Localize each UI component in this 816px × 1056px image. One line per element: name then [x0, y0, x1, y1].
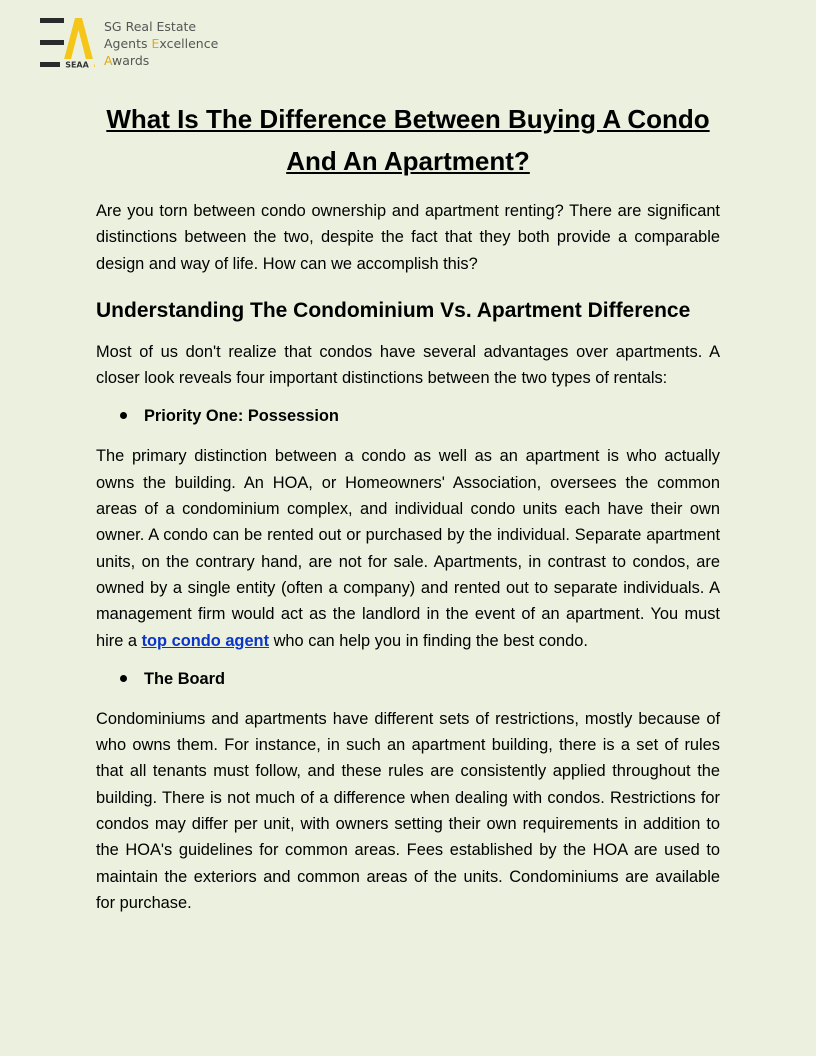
bullet-icon — [120, 675, 127, 682]
logo-line-3: Awards — [104, 53, 150, 68]
section-intro-paragraph: Most of us don't realize that condos have several advantages over apartments. A closer look reveals four important distinctions between the two types of rentals: — [96, 342, 720, 388]
intro-paragraph: Are you torn between condo ownership and apartment renting? There are significant distinctions between the two, despite the fact that they both provide a comparable design and way of life. How can we accomplish this? — [96, 202, 720, 273]
section-heading: Understanding The Condominium Vs. Apartment Difference — [96, 298, 691, 322]
bullet-list — [96, 403, 720, 429]
logo — [40, 16, 240, 70]
list-item: Priority One: Possession — [96, 403, 720, 429]
page-title: What Is The Difference Between Buying A Condo And An Apartment? — [106, 104, 710, 176]
article — [96, 98, 720, 916]
bullet-list — [96, 666, 720, 692]
logo-line-1: SG Real Estate — [104, 19, 197, 34]
seaa-logo-mark-icon — [40, 16, 96, 70]
logo-wordmark — [104, 18, 218, 69]
top-condo-agent-link[interactable]: top condo agent — [141, 631, 270, 650]
possession-paragraph: The primary distinction between a condo as well as an apartment is who actually owns the building. An HOA, or Homeowners' Association, oversees the common areas of a condominium complex, and individual condo units each have their own owner. A condo can be rented out or purchased by the individual. Separate apartment units, on the contrary hand, are not for sale. Apartments, in contrast to condos, are owned by a single entity (often a company) and rented out to separate individuals. A management firm would act as the landlord in the event of an apartment. You must hire a top condo agent who can help you in finding the best condo. — [96, 447, 720, 650]
list-item: The Board — [96, 666, 720, 692]
logo-line-2: Agents Excellence — [104, 36, 219, 51]
logo-mark-text: SEAA — [65, 60, 89, 70]
board-paragraph: Condominiums and apartments have different sets of restrictions, mostly because of who owns them. For instance, in such an apartment building, there is a set of rules that all tenants must follow, and these rules are consistently applied throughout the building. There is not much of a difference when dealing with condos. Restrictions for condos may differ per unit, with owners setting their own requirements in addition to the HOA's guidelines for common areas. Fees established by the HOA are used to maintain the exteriors and common areas of the units. Condominiums are available for purchase. — [96, 709, 720, 912]
bullet-icon — [120, 412, 127, 419]
